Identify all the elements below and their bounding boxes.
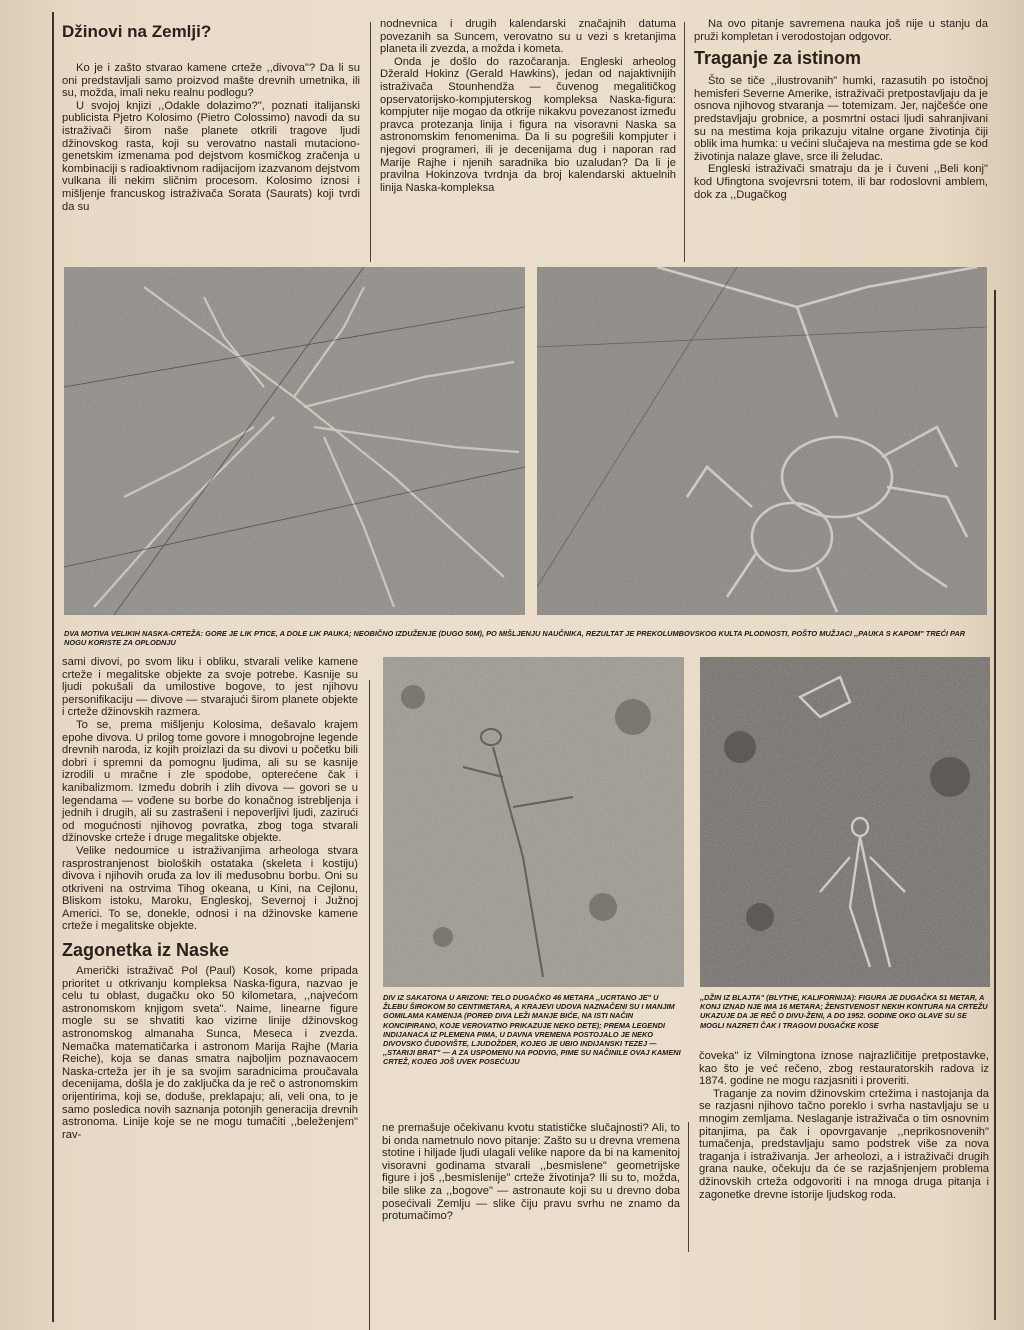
photo-naska-spider xyxy=(537,267,987,615)
photo-naska-bird xyxy=(64,267,525,615)
column-col2-bottom xyxy=(382,1122,680,1223)
paragraph: ne premašuje očekivanu kvotu statističke slučajnosti? Ali, to bi onda nametnulo novo pitanje: Zašto su u drevna vremena stotine i hiljade ljudi ulagali velike napore da bi na kamenitoj visoravni godinama stvarali ,,besmislene" geometrijske figure i još ,,besmislenije" crteže životinja? Ili su to, možda, bile slike za ,,bogove" — astronaute koji su u drevno doba posećivali Zemlju — slike čiju pravu svrhu ne znamo da protumačimo? xyxy=(382,1122,680,1223)
column-rule xyxy=(370,22,371,262)
paragraph: Američki istraživač Pol (Paul) Kosok, kome pripada prioritet u otkrivanju kompleksa Naska-figura, nazvao je celu tu oblast, dugačku oko 50 kilometara, ,,najvećom astronomskom knjigom sveta". Naime, linearne figure mogle su se shvatiti kao vizirne linije džinovskog astronomskog almanaha Sunca, Meseca i zvezda. Nemačka matematičarka i astronom Marija Rajhe (Maria Reiche), koja se danas smatra najboljim poznavaocem Naska-crteža jer ih je sa svojim saradnicima proučavala decenijama, došla je do zaključka da je reč o astronomskim orijentirima, koji se, doduše, preklapaju; ali, veli ona, to je samo posledica novih saznanja potonjih generacija drevnih astronoma. Linije koje se ne mogu tumačiti ,,beleženjem" rav- xyxy=(62,965,358,1141)
column-col1-bottom xyxy=(62,656,358,1141)
column-dzinovi xyxy=(62,22,360,213)
right-margin-rule xyxy=(994,290,996,1320)
paragraph: sami divovi, po svom liku i obliku, stvarali velike kamene crteže i megalitske objekte za svoje potrebe. Kasnije su ljudi pokušali da umilostive bogove, to jest njihovu personifikaciju — divove — stvarajući širom planete objekte i crteže džinovskih razmera. xyxy=(62,656,358,719)
photo-sakatona-giant xyxy=(383,657,684,987)
blythe-giant-image xyxy=(700,657,990,987)
naska-spider-image xyxy=(537,267,987,615)
paragraph: U svojoj knjizi ,,Odakle dolazimo?", poznati italijanski publicista Pjetro Kolosimo (Pietro Colossimo) navodi da su istraživači širom naše planete otkrili tragove ljudi džinovskog rasta, koji su verovatno nastali mutaciono-genetskim izmenama pod dejstvom kosmičkog zračenja u kombinaciji s radioaktivnom radijacijom izazvanom dejstvom vulkana ili nekim sličnim procesom. Kolosimo iznosi i mišljenje francuskog istraživača Sorata (Saurats) koji tvrdi da su xyxy=(62,99,360,213)
column-col3-top xyxy=(694,18,988,201)
heading-dzinovi: Džinovi na Zemlji? xyxy=(62,22,212,41)
caption-blythe: ,,DŽIN IZ BLAJTA" (BLYTHE, KALIFORNIJA): FIGURA JE DUGAČKA 51 METAR, A KONJ IZNAD NJE IMA 16 METARA; ŽENSTVENOST NEKIH KONTURA NA CRTEŽU UKAZUJE DA JE REČ O DIVU-ŽENI, A DO 1952. GODINE OKO GLAVE SU SE MOGLI NAZRETI ČAK I TRAGOVI DUGAČKE KOSE xyxy=(700,993,988,1030)
column-col2-top xyxy=(380,18,676,194)
heading-zagonetka: Zagonetka iz Naske xyxy=(62,940,230,961)
paragraph: Na ovo pitanje savremena nauka još nije u stanju da pruži kompletan i verodostojan odgovor. xyxy=(694,18,988,43)
column-col3-bottom xyxy=(699,1050,989,1201)
paragraph: čoveka" iz Vilmingtona iznose najrazličitije pretpostavke, kao što je već rečeno, zbog restauratorskih radova iz 1874. godine ne mogu razjasniti i proveriti. xyxy=(699,1050,989,1088)
naska-bird-image xyxy=(64,267,525,615)
column-rule xyxy=(688,1122,689,1252)
column-rule xyxy=(684,22,685,262)
column-rule xyxy=(369,680,370,1330)
paragraph: Traganje za novim džinovskim crtežima i nastojanja da se razjasni njihovo tačno poreklo i svrha nastavljaju se u mnogim zemljama. Neslaganje istraživača o tim osnovnim pitanjima, pa čak i opovrgavanje ,,neprikosnovenih" tumačenja, predstavljaju samo podstrek više za nova traganja i istraživanja. Jer arheolozi, a i istraživači drugih grana nauke, očekuju da će se razjašnjenjem problema džinovskih crteža odgovoriti i na mnoga druga pitanja i zagonetke drevne istorije ljudskog roda. xyxy=(699,1087,989,1201)
paragraph: Ko je i zašto stvarao kamene crteže ,,divova"? Da li su oni predstavljali samo proizvod mašte drevnih umetnika, ili su, možda, imali neku realnu podlogu? xyxy=(62,62,360,100)
caption-naska: DVA MOTIVA VELIKIH NASKA-CRTEŽA: GORE JE LIK PTICE, A DOLE LIK PAUKA; NEOBIČNO IZDUŽENJE (DUGO 50M), PO MIŠLJENJU NAUČNIKA, REZULTAT JE PREKOLUMBOVSKOG KULTA PLODNOSTI, POŠTO MUŽJACI ,,PAUKA S KAPOM" TREĆI PAR NOGU KORISTE ZA OPLODNJU xyxy=(64,629,966,648)
heading-traganje: Traganje za istinom xyxy=(694,48,862,69)
paragraph: Što se tiče ,,ilustrovanih" humki, razasutih po istočnoj hemisferi Severne Amerike, istraživači pretpostavljaju da je osnova njihovog stvaranja — totemizam. Jer, najčešće one predstavljaju grobnice, a posmrtni ostaci ljudi sahranjivani su na mestima koja prikazuju vitalne organe životinja čiji oblik ima humka: u većini slučajeva na mestima gde se kod životinja nalaze glave, srce ili želudac. xyxy=(694,75,988,163)
photo-blythe-giant xyxy=(700,657,990,987)
sakatona-giant-image xyxy=(383,657,684,987)
caption-sakatona: DIV IZ SAKATONA U ARIZONI: TELO DUGAČKO 46 METARA ,,UCRTANO JE" U ŽLEBU ŠIROKOM 50 CENTIMETARA, A KRAJEVI UDOVA NAZNAČENI SU I MANJIM GOMILAMA KAMENJA (POREĐ DIVA LEŽI MANJE BIĆE, NA ISTI NAČIN KONCIPIRANO, KOJE VEROVATNO PRIKAZUJE NEKO DETE); PREMA LEGENDI INDIJANACA IZ PLEMENA PIMA, U DAVNA VREMENA POSTOJALO JE NEKO DIVOVSKO ČUDOVIŠTE, LJUDOŽDER, KOJEG JE UBIO INDIJANSKI TEZEJ — ,,STARIJI BRAT" — A ZA USPOMENU NA PODVIG, PIME SU NAČINILE OVAJ KAMENI CRTEŽ, KOJEG JOŠ UVEK POSEĆUJU xyxy=(383,993,681,1067)
paragraph: Engleski istraživači smatraju da je i čuveni ,,Beli konj" kod Ufingtona svojevrsni totem, ili bar rodoslovni amblem, dok za ,,Dugačkog xyxy=(694,163,988,201)
paragraph: To se, prema mišljenju Kolosima, dešavalo krajem epohe divova. U prilog tome govore i mnogobrojne legende drevnih naroda, iz kojih proizlazi da su divovi u početku bili dobri i spremni da pomognu ljudima, ali su se kasnije izrodili u mračne i zle spodobe, opterećene čak i kanibalizmom. Između dobrih i zlih divova — govori se u legendama — vođene su borbe do konačnog istrebljenja i jednih i drugih, ali su zastrašeni i nepoverljivi ljudi, zazirući od mogućnosti njihovog povratka, zbog toga stvarali džinovske crteže i druge megalitske objekte. xyxy=(62,718,358,845)
paragraph: nodnevnica i drugih kalendarski značajnih datuma povezanih sa Suncem, verovatno su u vezi s kretanjima planeta ili zvezda, a možda i kometa. xyxy=(380,18,676,56)
left-margin-rule xyxy=(52,12,54,1322)
paragraph: Onda je došlo do razočaranja. Engleski arheolog Džerald Hokinz (Gerald Hawkins), jedan od najaktivnijih istraživača Stounhendža — čuvenog megalitičkog opservatorijsko-kompjuterskog kompleksa Naska-figura: kompjuter nije mogao da otkrije nikakvu povezanost između pravca protezanja linija i figura na visoravni Naska sa astronomskim fenomenima. Da li su pogrešili kompjuter i njegovi programeri, ili je decenijama dug i naporan rad Marije Rajhe i njenih saradnika bio uzaludan? Da li je pravilna Hokinzova tvrdnja da broj kalendarski aktuelnih linija Naska-kompleksa xyxy=(380,55,677,194)
paragraph: Velike nedoumice u istraživanjima arheologa stvara rasprostranjenost bioloških ostataka (skeleta i kostiju) divova i njihovih oruđa za lov ili međusobnu borbu. Oni su otkriveni na ostrvima Tihog okeana, u Kini, na Cejlonu, Bliskom istoku, Maroku, Engleskoj, Severnoj i Južnoj Americi. To se, donekle, odnosi i na džinovske kamene crteže i megalitske objekte. xyxy=(62,844,358,933)
